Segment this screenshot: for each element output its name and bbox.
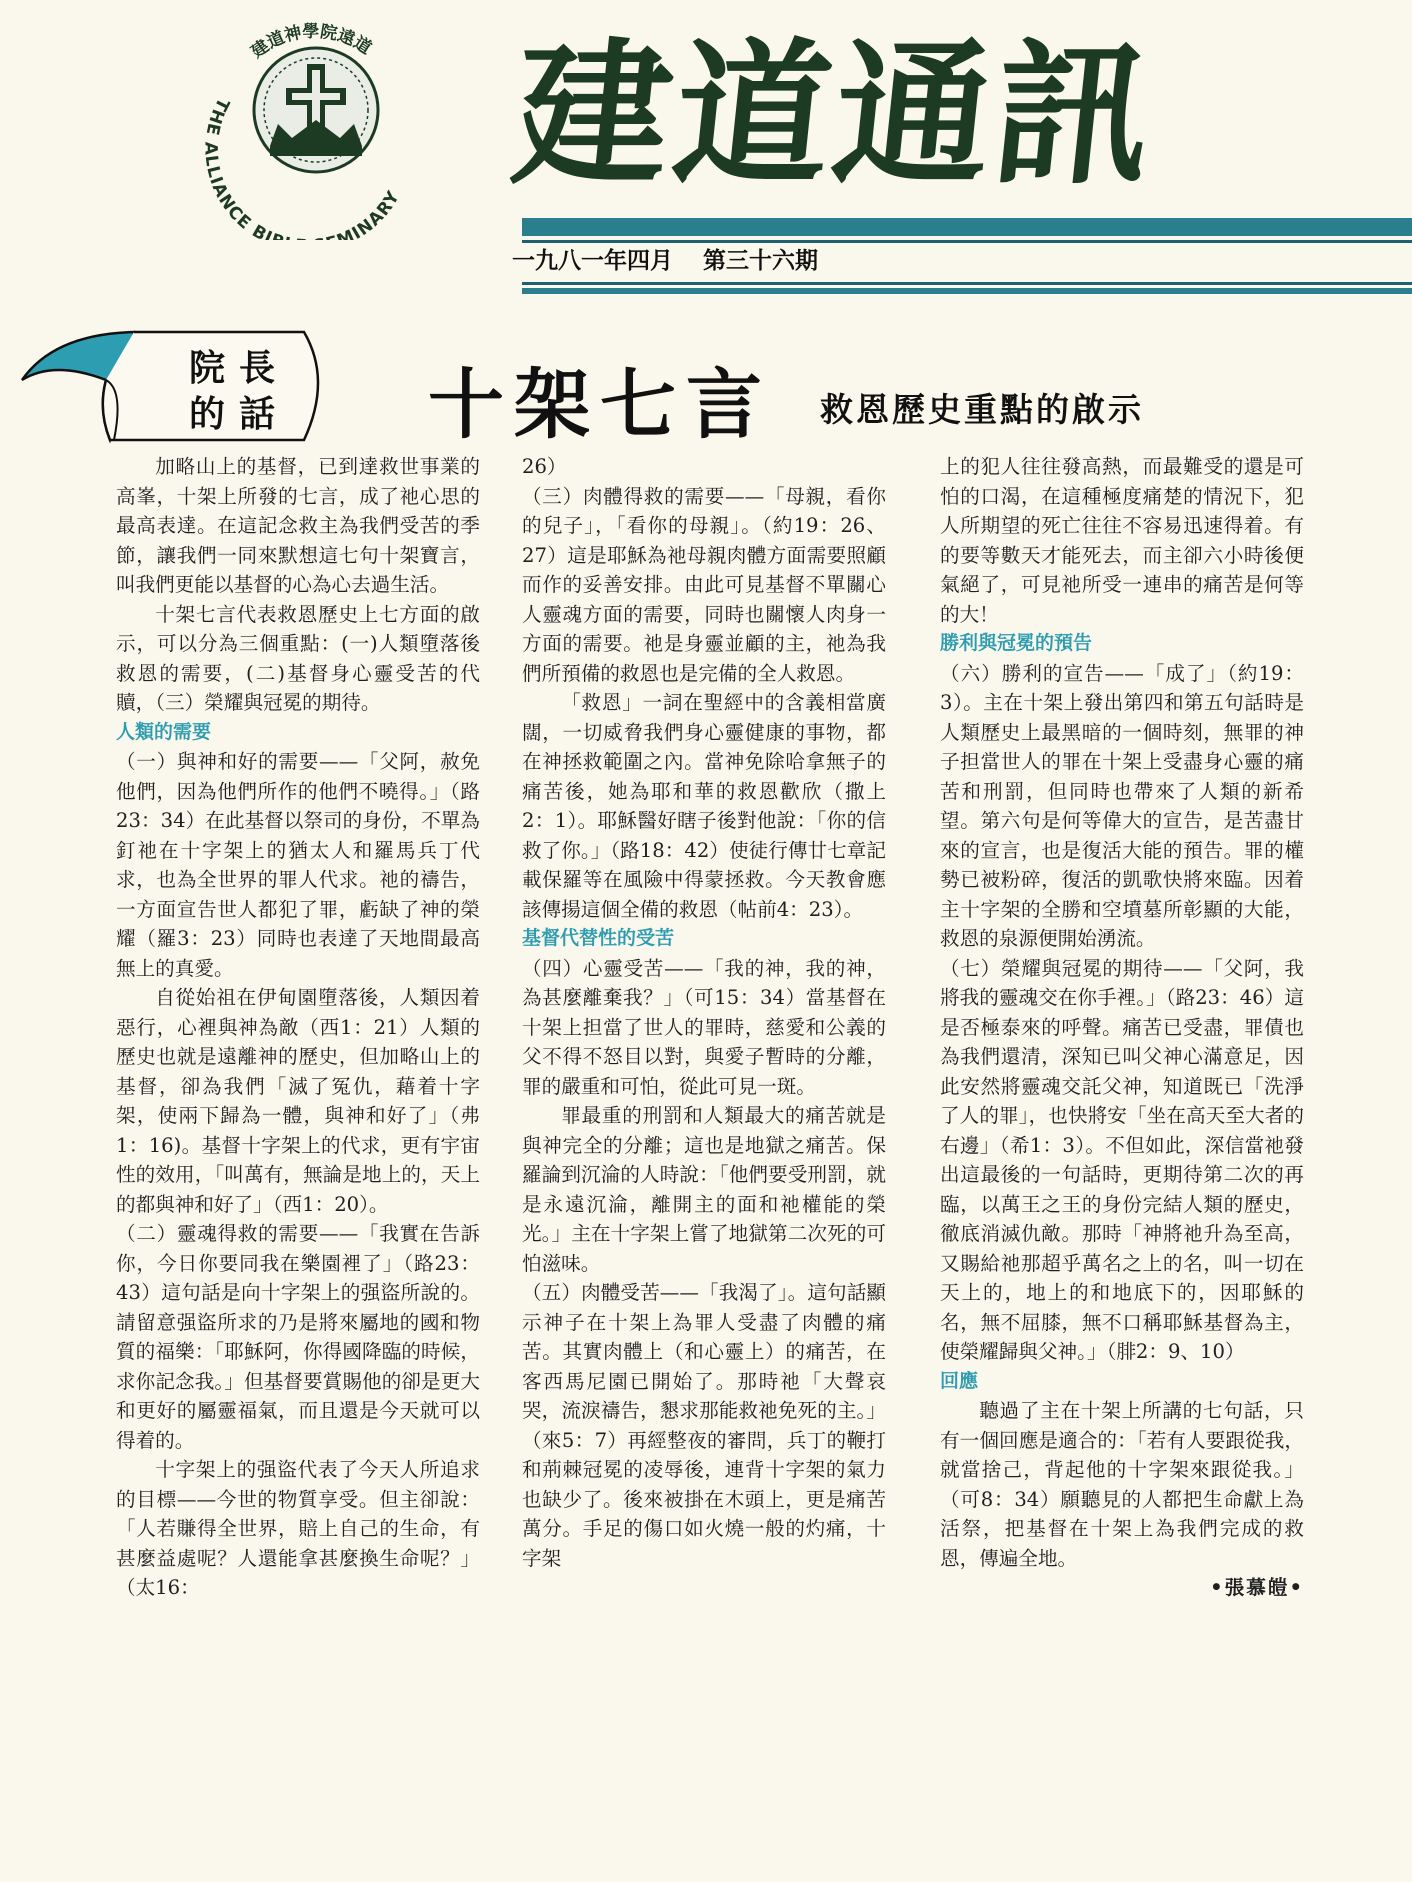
article-paragraph: 十架七言代表救恩歷史上七方面的啟示，可以分為三個重點：(一)人類墮落後救恩的需要，(二)基督身心靈受苦的代贖，（三）榮耀與冠冕的期待。	[116, 602, 480, 714]
section-heading: 回應	[940, 1369, 979, 1392]
section-heading: 人類的需要	[116, 720, 212, 743]
article-column-2	[522, 452, 886, 1872]
article-column-3	[940, 452, 1304, 1872]
masthead-rule	[522, 282, 1412, 285]
issue-date: 一九八一年四月	[512, 248, 673, 274]
section-heading: 勝利與冠冕的預告	[940, 632, 1093, 654]
article-paragraph: 罪最重的刑罰和人類最大的痛苦就是與神完全的分離；這也是地獄之痛苦。保羅論到沉淪的人時說：「他們要受刑罰，就是永遠沉淪，離開主的面和祂權能的榮光。」主在十字架上嘗了地獄第二次死的可怕滋味。	[522, 1104, 886, 1275]
article-paragraph: （七）榮耀與冠冕的期待——「父阿，我將我的靈魂交在你手裡。」（路23：46）這是否極泰來的呼聲。痛苦已受盡，罪債也為我們還清，深知已叫父神心滿意足，因此安然將靈魂交託父神，知道既已「洗淨了人的罪」，也快將安「坐在高天至大者的右邊」（希1：3）。不但如此，深信當祂發出這最後的一句話時，更期待第二次的再臨，以萬王之王的身份完結人類的歷史，徹底消滅仇敵。那時「神將祂升為至高，又賜給祂那超乎萬名之上的名，叫一切在天上的，地上的和地底下的，因耶穌的名，無不屈膝，無不口稱耶穌基督為主，使榮耀歸與父神。」（腓2：9、10）	[940, 956, 1304, 1363]
logo-chinese-text: 建道神學院遠道	[247, 21, 375, 63]
masthead-rule	[522, 288, 1412, 294]
article-paragraph: （一）與神和好的需要——「父阿，赦免他們，因為他們所作的他們不曉得。」（路23：34）在此基督以祭司的身份，不單為釘祂在十字架上的猶太人和羅馬兵丁代求，也為全世界的罪人代求。祂的禱告，一方面宣告世人都犯了罪，虧缺了神的榮耀（羅3：23）同時也表達了天地間最高無上的真愛。	[116, 750, 480, 980]
author-signature: •張慕皚•	[1210, 1576, 1304, 1599]
article-paragraph: （三）肉體得救的需要——「母親，看你的兒子」，「看你的母親」。（約19：26、27）這是耶穌為祂母親肉體方面需要照顧而作的妥善安排。由此可見基督不單關心人靈魂方面的需要，同時也關懷人肉身一方面的需要。祂是身靈並顧的主，祂為我們所預備的救恩也是完備的全人救恩。	[522, 484, 886, 685]
issue-info	[512, 241, 840, 281]
article-paragraph: 十字架上的强盜代表了今天人所追求的目標——今世的物質享受。但主卻說：「人若賺得全世界，賠上自己的生命，有甚麼益處呢？人還能拿甚麼換生命呢？」（太16：	[116, 1458, 480, 1599]
badge-line-1: 院長	[188, 348, 289, 389]
article-subtitle: 救恩歷史重點的啟示	[820, 390, 1144, 429]
article-paragraph: 26）	[522, 455, 567, 478]
article-paragraph: 自從始祖在伊甸園墮落後，人類因着惡行，心裡與神為敵（西1：21）人類的歷史也就是遠離神的歷史，但加略山上的基督，卻為我們「滅了冤仇，藉着十字架，使兩下歸為一體，與神和好了」（弗1：16)。基督十字架上的代求，更有宇宙性的效用，「叫萬有，無論是地上的，天上的都與神和好了」（西1：20）。	[116, 986, 480, 1216]
article-paragraph: （二）靈魂得救的需要——「我實在告訴你，今日你要同我在樂園裡了」（路23：43）這句話是向十字架上的强盜所說的。請留意强盜所求的乃是將來屬地的國和物質的福樂：「耶穌阿，你得國降臨的時候，求你記念我。」但基督要賞賜他的卻是更大和更好的屬靈福氣，而且還是今天就可以得着的。	[116, 1222, 480, 1452]
badge-line-2: 的話	[188, 394, 289, 435]
article-paragraph: 加略山上的基督，已到達救世事業的高峯，十架上所發的七言，成了祂心思的最高表達。在這記念救主為我們受苦的季節，讓我們一同來默想這七句十架寶言，叫我們更能以基督的心為心去過生活。	[116, 455, 480, 596]
article-column-1	[116, 452, 480, 1872]
masthead-rule	[522, 218, 1412, 236]
article-paragraph: （六）勝利的宣告——「成了」（約19：3）。主在十架上發出第四和第五句話時是人類歷史上最黑暗的一個時刻，無罪的神子担當世人的罪在十架上受盡身心靈的痛苦和刑罰，但同時也帶來了人類的新希望。第六句是何等偉大的宣告，是苦盡甘來的宣言，也是復活大能的預告。罪的權勢已被粉碎，復活的凱歌快將來臨。因着主十字架的全勝和空墳墓所彰顯的大能，救恩的泉源便開始湧流。	[940, 661, 1304, 950]
issue-number: 第三十六期	[703, 248, 819, 274]
newsletter-title: 建道通訊	[505, 23, 1165, 206]
article-paragraph: （四）心靈受苦——「我的神，我的神，為甚麼離棄我？」（可15：34）當基督在十架上担當了世人的罪時，慈愛和公義的父不得不怒目以對，與愛子暫時的分離，罪的嚴重和可怕，從此可見一斑。	[522, 956, 886, 1098]
article-title: 十架七言	[428, 360, 772, 449]
article-paragraph: （五）肉體受苦——「我渴了」。這句話顯示神子在十架上為罪人受盡了肉體的痛苦。其實肉體上（和心靈上）的痛苦，在客西馬尼園已開始了。那時祂「大聲哀哭，流淚禱告，懇求那能救祂免死的主。」（來5：7）再經整夜的審問，兵丁的鞭打和荊棘冠冕的凌辱後，連背十字架的氣力也缺少了。後來被掛在木頭上，更是痛苦萬分。手足的傷口如火燒一般的灼痛，十字架	[522, 1281, 886, 1570]
section-heading: 基督代替性的受苦	[522, 927, 675, 949]
article-paragraph: 聽過了主在十架上所講的七句話，只有一個回應是適合的：「若有人要跟從我，就當捨己，背起他的十字架來跟從我。」（可8：34）願聽見的人都把生命獻上為活祭，把基督在十架上為我們完成的救恩，傳遍全地。	[940, 1399, 1304, 1570]
column-badge	[14, 320, 334, 452]
seminary-logo	[188, 8, 438, 240]
article-paragraph: 上的犯人往往發高熱，而最難受的還是可怕的口渴，在這種極度痛楚的情況下，犯人所期望的死亡往往不容易迅速得着。有的要等數天才能死去，而主卻六小時後便氣絕了，可見祂所受一連串的痛苦是何等的大！	[940, 455, 1304, 626]
article-paragraph: 「救恩」一詞在聖經中的含義相當廣闊，一切威脅我們身心靈健康的事物，都在神拯救範圍之內。當神免除哈拿無子的痛苦後，她為耶和華的救恩歡欣（撒上2：1）。耶穌醫好瞎子後對他說：「你的信救了你。」（路18：42）使徒行傳廿七章記載保羅等在風險中得蒙拯救。今天教會應該傳揚這個全備的救恩（帖前4：23）。	[522, 691, 886, 921]
logo-english-text: THE ALLIANCE BI MINARY	[200, 94, 405, 240]
